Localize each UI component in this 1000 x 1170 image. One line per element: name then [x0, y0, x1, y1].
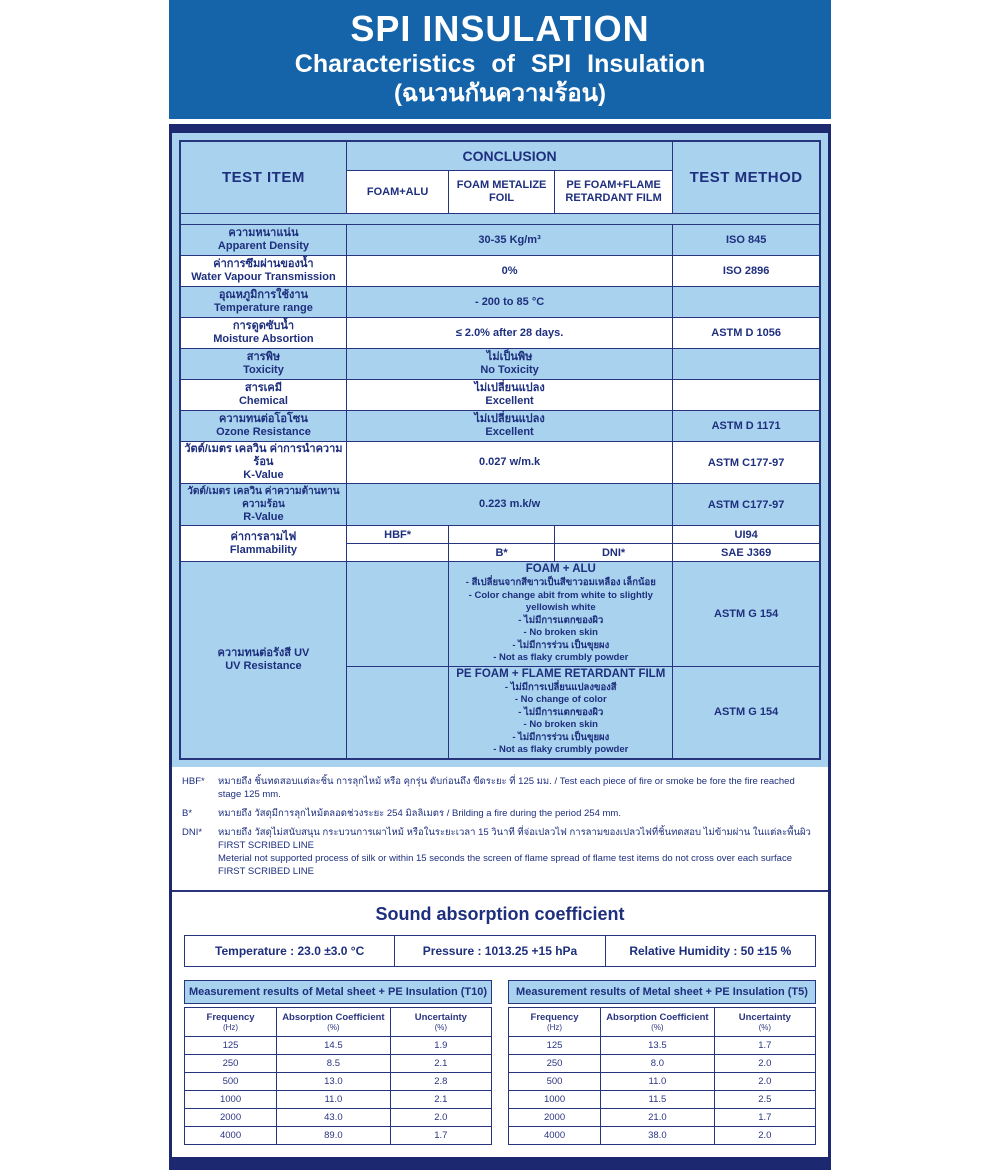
- condition-humidity: Relative Humidity : 50 ±15 %: [629, 943, 792, 958]
- table-row: [180, 484, 820, 526]
- row-label: วัตต์/เมตร เคลวิน ค่าความต้านทานความร้อน R-Value: [180, 484, 346, 526]
- table-row: [180, 256, 820, 287]
- table-row: [180, 442, 820, 484]
- row-label: วัตต์/เมตร เคลวิน ค่าการนำความร้อน K-Value: [180, 442, 346, 484]
- measurement-table-t5: [508, 980, 816, 1145]
- uv-row-1: [180, 562, 820, 667]
- table-row: [180, 380, 820, 411]
- spec-table-zone: [172, 133, 828, 767]
- measurement-header-row: [185, 1007, 492, 1036]
- table-row: 4000 38.0 2.0: [509, 1126, 816, 1144]
- measurement-table-t10: [184, 980, 492, 1145]
- table-row: 500 11.0 2.0: [509, 1072, 816, 1090]
- row-label: ความทนต่อโอโซน Ozone Resistance: [180, 411, 346, 442]
- row-value: 30-35 Kg/m³: [346, 225, 672, 256]
- flammability-hbf: HBF*: [346, 526, 448, 544]
- uv-foam-alu-result: FOAM + ALU - สีเปลี่ยนจากสีขาวเป็นสีขาวอมเหลือง เล็กน้อย - Color change abit from white to slightly yellowish white - ไม่มีการแตกของผิว - No broken skin - ไม่มีการร่วน เป็นขุยผง - Not as flaky crumbly powder: [449, 562, 673, 667]
- header-absorption: Absorption Coefficient (%): [601, 1007, 715, 1036]
- header-absorption: Absorption Coefficient (%): [277, 1007, 391, 1036]
- subtitle-en: Characteristics of SPI Insulation: [294, 50, 706, 78]
- flammability-empty: [346, 544, 448, 562]
- col-header-pe-foam: PE FOAM+FLAME RETARDANT FILM: [554, 171, 672, 214]
- main-title: SPI INSULATION: [350, 8, 650, 49]
- row-method: ASTM C177-97: [673, 484, 820, 526]
- bottom-navy-bar: [172, 1157, 828, 1170]
- row-method: [673, 287, 820, 318]
- table-row: 250 8.0 2.0: [509, 1054, 816, 1072]
- document-page: [169, 0, 831, 1170]
- uv-pe-foam-result: PE FOAM + FLAME RETARDANT FILM - ไม่มีการเปลี่ยนแปลงของสี - No change of color - ไม่มีการแตกของผิว - No broken skin - ไม่มีการร่วน เป็นขุยผง - Not as flaky crumbly powder: [449, 666, 673, 759]
- table-row: 2000 43.0 2.0: [185, 1108, 492, 1126]
- title-banner: [169, 0, 831, 119]
- row-label: ความหนาแน่น Apparent Density: [180, 225, 346, 256]
- col-header-test-method: TEST METHOD: [673, 141, 820, 214]
- table-row: [180, 287, 820, 318]
- measurement-table-title: Measurement results of Metal sheet + PE Insulation (T5): [508, 980, 816, 1004]
- footnote-term: HBF*: [182, 775, 205, 787]
- row-label-flammability: ค่าการลามไฟ Flammability: [180, 526, 346, 562]
- row-value: ≤ 2.0% after 28 days.: [346, 318, 672, 349]
- row-value: ไม่เปลี่ยนแปลง Excellent: [346, 411, 672, 442]
- col-header-foam-alu: FOAM+ALU: [346, 171, 448, 214]
- row-label: ค่าการซึมผ่านของน้ำ Water Vapour Transmission: [180, 256, 346, 287]
- row-method: ISO 2896: [673, 256, 820, 287]
- row-label: การดูดซับน้ำ Moisture Absortion: [180, 318, 346, 349]
- flammability-dni: DNI*: [554, 544, 672, 562]
- col-header-foam-metalize: FOAM METALIZE FOIL: [449, 171, 555, 214]
- table-row: [180, 349, 820, 380]
- flammability-method-2: SAE J369: [673, 544, 820, 562]
- uv-method-2: ASTM G 154: [673, 666, 820, 759]
- header-frequency: Frequency (Hz): [509, 1007, 601, 1036]
- row-label: อุณหภูมิการใช้งาน Temperature range: [180, 287, 346, 318]
- footnotes: [172, 767, 828, 890]
- row-method: [673, 380, 820, 411]
- footnote-term: B*: [182, 807, 193, 819]
- table-row: 1000 11.5 2.5: [509, 1090, 816, 1108]
- measurement-tables: [180, 967, 820, 1157]
- row-value: - 200 to 85 °C: [346, 287, 672, 318]
- footnote-hbf: HBF* หมายถึง ชิ้นทดสอบแต่ละชิ้น การลุกไหม้ หรือ คุกรุ่น ดับก่อนถึง ขีดระยะ ที่ 125 มม. / Test each piece of fire or smoke be fore the fire reached stage 125 mm.: [182, 775, 795, 800]
- flammability-b: B*: [449, 544, 555, 562]
- header-uncertainty: Uncertainty (%): [714, 1007, 815, 1036]
- footnote-term: DNI*: [182, 826, 203, 838]
- flammability-method-1: UI94: [673, 526, 820, 544]
- table-row: [180, 318, 820, 349]
- sound-absorption-section: [172, 890, 828, 1157]
- table-row: [180, 225, 820, 256]
- row-label: สารเคมี Chemical: [180, 380, 346, 411]
- table-row: 250 8.5 2.1: [185, 1054, 492, 1072]
- navy-divider: [172, 124, 828, 133]
- condition-temperature: Temperature : 23.0 ±3.0 °C: [185, 936, 395, 966]
- header-frequency: Frequency (Hz): [185, 1007, 277, 1036]
- table-row: 1000 11.0 2.1: [185, 1090, 492, 1108]
- row-value: ไม่เป็นพิษ No Toxicity: [346, 349, 672, 380]
- footnote-b: B* หมายถึง วัสดุมีการลุกไหม้ตลอดช่วงระยะ 254 มิลลิเมตร / Brilding a fire during the period 254 mm.: [182, 807, 621, 819]
- row-value: 0%: [346, 256, 672, 287]
- content-frame: [169, 124, 831, 1170]
- measurement-header-row: [509, 1007, 816, 1036]
- col-header-test-item: TEST ITEM: [180, 141, 346, 214]
- footnote-dni: DNI* หมายถึง วัสดุไม่สนับสนุน กระบวนการเผาไหม้ หรือในระยะเวลา 15 วินาที ที่จ่อเปลวไฟ การลามของเปลวไฟที่ชิ้นทดสอบ ไม่ข้ามผ่าน ในแต่ละพื้นผิว FIRST SCRIBED LINE Meterial not supported process of silk or within 15 seconds the screen of flame spread of flame test items do not cross over each surface FIRST SCRIBED LINE: [182, 826, 811, 877]
- header-row-1: [180, 141, 820, 171]
- test-conditions-bar: [184, 935, 816, 967]
- table-row: 4000 89.0 1.7: [185, 1126, 492, 1144]
- header-uncertainty: Uncertainty (%): [390, 1007, 491, 1036]
- row-method: [673, 349, 820, 380]
- col-header-conclusion: CONCLUSION: [346, 141, 672, 171]
- row-value: 0.027 w/m.k: [346, 442, 672, 484]
- table-row: 2000 21.0 1.7: [509, 1108, 816, 1126]
- table-row: [180, 411, 820, 442]
- row-label-uv: ความทนต่อรังสี UV UV Resistance: [180, 562, 346, 759]
- condition-pressure: Pressure : 1013.25 +15 hPa: [395, 936, 605, 966]
- row-label: สารพิษ Toxicity: [180, 349, 346, 380]
- row-value: ไม่เปลี่ยนแปลง Excellent: [346, 380, 672, 411]
- flammability-row-1: [180, 526, 820, 544]
- row-method: ASTM C177-97: [673, 442, 820, 484]
- flammability-empty: [554, 526, 672, 544]
- uv-empty-cell: [346, 666, 448, 759]
- uv-method-1: ASTM G 154: [673, 562, 820, 667]
- flammability-empty: [449, 526, 555, 544]
- header-spacer-row: [180, 214, 820, 225]
- row-method: ISO 845: [673, 225, 820, 256]
- table-row: 500 13.0 2.8: [185, 1072, 492, 1090]
- table-row: 125 13.5 1.7: [509, 1036, 816, 1054]
- measurement-table-title: Measurement results of Metal sheet + PE Insulation (T10): [184, 980, 492, 1004]
- row-method: ASTM D 1171: [673, 411, 820, 442]
- uv-empty-cell: [346, 562, 448, 667]
- row-value: 0.223 m.k/w: [346, 484, 672, 526]
- row-method: ASTM D 1056: [673, 318, 820, 349]
- spec-table: [179, 140, 821, 760]
- subtitle-th: (ฉนวนกันความร้อน): [393, 80, 607, 107]
- table-row: 125 14.5 1.9: [185, 1036, 492, 1054]
- sound-section-title: Sound absorption coefficient: [375, 903, 625, 924]
